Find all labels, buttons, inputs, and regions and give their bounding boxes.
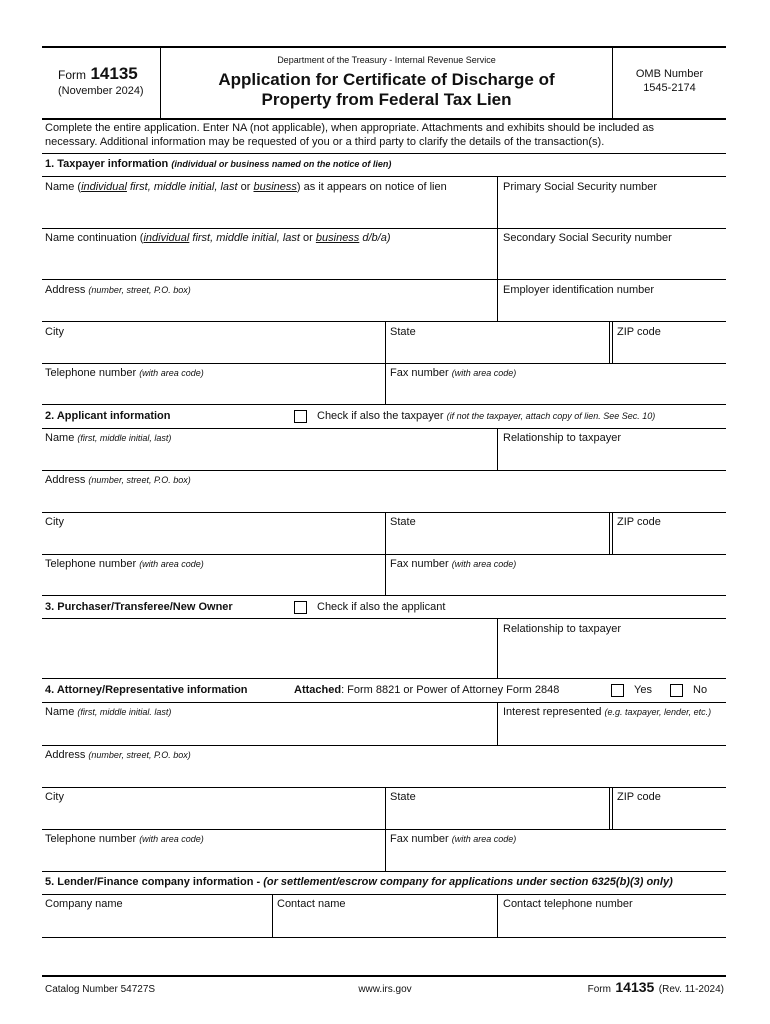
row-divider: [612, 788, 613, 829]
row-divider: [385, 555, 386, 595]
representative-zip-input[interactable]: [617, 807, 723, 825]
taxpayer-zip-input[interactable]: [617, 342, 723, 360]
omb-label: OMB Number: [635, 68, 704, 80]
applicant-telephone-input[interactable]: [45, 574, 381, 592]
also-applicant-label: Check if also the applicant: [317, 601, 446, 613]
representative-city-label: City: [45, 791, 64, 803]
row-rule: [42, 829, 726, 830]
row-divider: [497, 429, 498, 470]
taxpayer-fax-input[interactable]: [390, 383, 723, 401]
instructions-line1: Complete the entire application. Enter NA (not applicable), when appropriate. Attachments and exhibits should be included as: [45, 122, 655, 134]
section4-title: 4. Attorney/Representative information: [45, 684, 248, 696]
row-rule: [42, 321, 726, 322]
company-name-input[interactable]: [45, 914, 267, 932]
representative-city-input[interactable]: [45, 807, 381, 825]
representative-name-input[interactable]: [45, 722, 493, 740]
row-rule: [42, 787, 726, 788]
section1-top-rule: [42, 153, 726, 154]
taxpayer-name-input[interactable]: [45, 200, 493, 222]
section3-header-rule: [42, 618, 726, 619]
representative-fax-label: Fax number (with area code): [390, 833, 517, 845]
contact-name-input[interactable]: [277, 914, 493, 932]
catalog-number: Catalog Number 54727S: [45, 984, 156, 995]
name-continuation-input[interactable]: [45, 252, 493, 274]
section4-top-rule: [42, 678, 726, 679]
applicant-city-input[interactable]: [45, 532, 381, 550]
section5-title: 5. Lender/Finance company information - (or settlement/escrow company for applications under section 6325(b)(3) only): [45, 876, 673, 888]
purchaser-relationship-input[interactable]: [503, 640, 723, 668]
section3-title: 3. Purchaser/Transferee/New Owner: [45, 601, 233, 613]
applicant-zip-label: ZIP code: [617, 516, 661, 528]
attached-no-label: No: [693, 684, 708, 696]
department-name: Department of the Treasury - Internal Revenue Service: [277, 55, 496, 65]
applicant-address-label: Address (number, street, P.O. box): [45, 474, 191, 486]
row-divider: [609, 322, 610, 363]
also-taxpayer-label: Check if also the taxpayer (if not the taxpayer, attach copy of lien. See Sec. 10): [317, 410, 656, 422]
applicant-relationship-label: Relationship to taxpayer: [503, 432, 622, 444]
row-divider: [272, 895, 273, 937]
applicant-name-input[interactable]: [45, 448, 493, 466]
form-title-line2: Property from Federal Tax Lien: [261, 90, 512, 109]
footer-form-id: [588, 979, 724, 997]
representative-address-input[interactable]: [45, 765, 723, 783]
row-divider: [385, 830, 386, 871]
representative-telephone-input[interactable]: [45, 849, 381, 867]
primary-ssn-label: Primary Social Security number: [503, 181, 658, 193]
row-divider: [497, 280, 498, 321]
section2-header-rule: [42, 428, 726, 429]
row-divider: [497, 703, 498, 745]
attached-yes-checkbox[interactable]: [611, 684, 624, 697]
footer-revision: (Rev. 11-2024): [658, 984, 724, 995]
footer-rule: [42, 975, 726, 977]
also-taxpayer-checkbox[interactable]: [294, 410, 307, 423]
row-divider: [385, 513, 386, 554]
form-number: 14135: [90, 64, 138, 83]
applicant-relationship-input[interactable]: [503, 448, 723, 466]
secondary-ssn-input[interactable]: [503, 252, 723, 274]
purchaser-name-input[interactable]: [45, 640, 493, 668]
representative-name-label: Name (first, middle initial. last): [45, 706, 172, 718]
ein-label: Employer identification number: [503, 284, 655, 296]
row-rule: [42, 279, 726, 280]
section1-header-rule: [42, 176, 726, 177]
row-divider: [385, 322, 386, 363]
applicant-state-input[interactable]: [390, 532, 604, 550]
section5-top-rule: [42, 871, 726, 872]
representative-fax-input[interactable]: [390, 849, 723, 867]
header-top-rule: [42, 46, 726, 48]
footer-form-number: 14135: [615, 979, 655, 995]
taxpayer-telephone-label: Telephone number (with area code): [45, 367, 204, 379]
contact-telephone-label: Contact telephone number: [503, 898, 633, 910]
row-rule: [42, 228, 726, 229]
form-word: Form: [58, 68, 86, 82]
row-divider: [497, 229, 498, 279]
row-divider: [385, 364, 386, 404]
row-rule: [42, 363, 726, 364]
primary-ssn-input[interactable]: [503, 200, 723, 222]
attached-yes-label: Yes: [634, 684, 652, 696]
section5-header-rule: [42, 894, 726, 895]
taxpayer-telephone-input[interactable]: [45, 383, 381, 401]
instructions-line2: necessary. Additional information may be requested of you or a third party to clarify the details of the transaction(s).: [45, 136, 605, 148]
representative-address-label: Address (number, street, P.O. box): [45, 749, 191, 761]
row-divider: [385, 788, 386, 829]
row-divider: [612, 513, 613, 554]
taxpayer-state-input[interactable]: [390, 342, 604, 360]
row-divider: [497, 619, 498, 678]
taxpayer-name-label: Name (individual first, middle initial, last or business) as it appears on notice of lien: [45, 181, 447, 193]
applicant-city-label: City: [45, 516, 64, 528]
taxpayer-city-input[interactable]: [45, 342, 381, 360]
row-rule: [42, 554, 726, 555]
representative-state-label: State: [390, 791, 416, 803]
representative-zip-label: ZIP code: [617, 791, 661, 803]
applicant-fax-input[interactable]: [390, 574, 723, 592]
form-title-line1: Application for Certificate of Discharge of: [218, 70, 555, 89]
contact-name-label: Contact name: [277, 898, 346, 910]
representative-state-input[interactable]: [390, 807, 604, 825]
header-bottom-rule: [42, 118, 726, 120]
form-date: (November 2024): [58, 85, 144, 97]
row-rule: [42, 512, 726, 513]
taxpayer-zip-label: ZIP code: [617, 326, 661, 338]
section2-title: 2. Applicant information: [45, 410, 171, 422]
applicant-fax-label: Fax number (with area code): [390, 558, 517, 570]
row-rule: [42, 745, 726, 746]
footer-form-word: Form: [587, 984, 611, 995]
name-continuation-label: Name continuation (individual first, middle initial, last or business d/b/a): [45, 232, 391, 244]
taxpayer-fax-label: Fax number (with area code): [390, 367, 517, 379]
row-divider: [609, 788, 610, 829]
contact-telephone-input[interactable]: [503, 914, 723, 932]
row-divider: [497, 177, 498, 228]
purchaser-relationship-label: Relationship to taxpayer: [503, 623, 622, 635]
applicant-telephone-label: Telephone number (with area code): [45, 558, 204, 570]
omb-number: 1545-2174: [643, 82, 696, 94]
secondary-ssn-label: Secondary Social Security number: [503, 232, 672, 244]
applicant-zip-input[interactable]: [617, 532, 723, 550]
row-rule: [42, 470, 726, 471]
row-divider: [497, 895, 498, 937]
section1-title: 1. Taxpayer information (individual or business named on the notice of lien): [45, 158, 392, 170]
representative-telephone-label: Telephone number (with area code): [45, 833, 204, 845]
section3-top-rule: [42, 595, 726, 596]
section2-top-rule: [42, 404, 726, 405]
taxpayer-address-label: Address (number, street, P.O. box): [45, 284, 191, 296]
company-name-label: Company name: [45, 898, 123, 910]
row-divider: [612, 322, 613, 363]
taxpayer-city-label: City: [45, 326, 64, 338]
form-number-block: [58, 64, 138, 84]
interest-represented-label: Interest represented (e.g. taxpayer, lender, etc.): [503, 706, 712, 718]
section4-header-rule: [42, 702, 726, 703]
section5-bottom-rule: [42, 937, 726, 938]
row-divider: [609, 513, 610, 554]
interest-represented-input[interactable]: [503, 722, 723, 740]
irs-website: www.irs.gov: [358, 984, 412, 995]
taxpayer-state-label: State: [390, 326, 416, 338]
taxpayer-address-input[interactable]: [45, 300, 493, 318]
applicant-name-label: Name (first, middle initial, last): [45, 432, 172, 444]
applicant-state-label: State: [390, 516, 416, 528]
ein-input[interactable]: [503, 300, 723, 318]
also-applicant-checkbox[interactable]: [294, 601, 307, 614]
attached-forms-label: Attached: Form 8821 or Power of Attorney Form 2848: [294, 684, 560, 696]
attached-no-checkbox[interactable]: [670, 684, 683, 697]
applicant-address-input[interactable]: [45, 490, 723, 508]
